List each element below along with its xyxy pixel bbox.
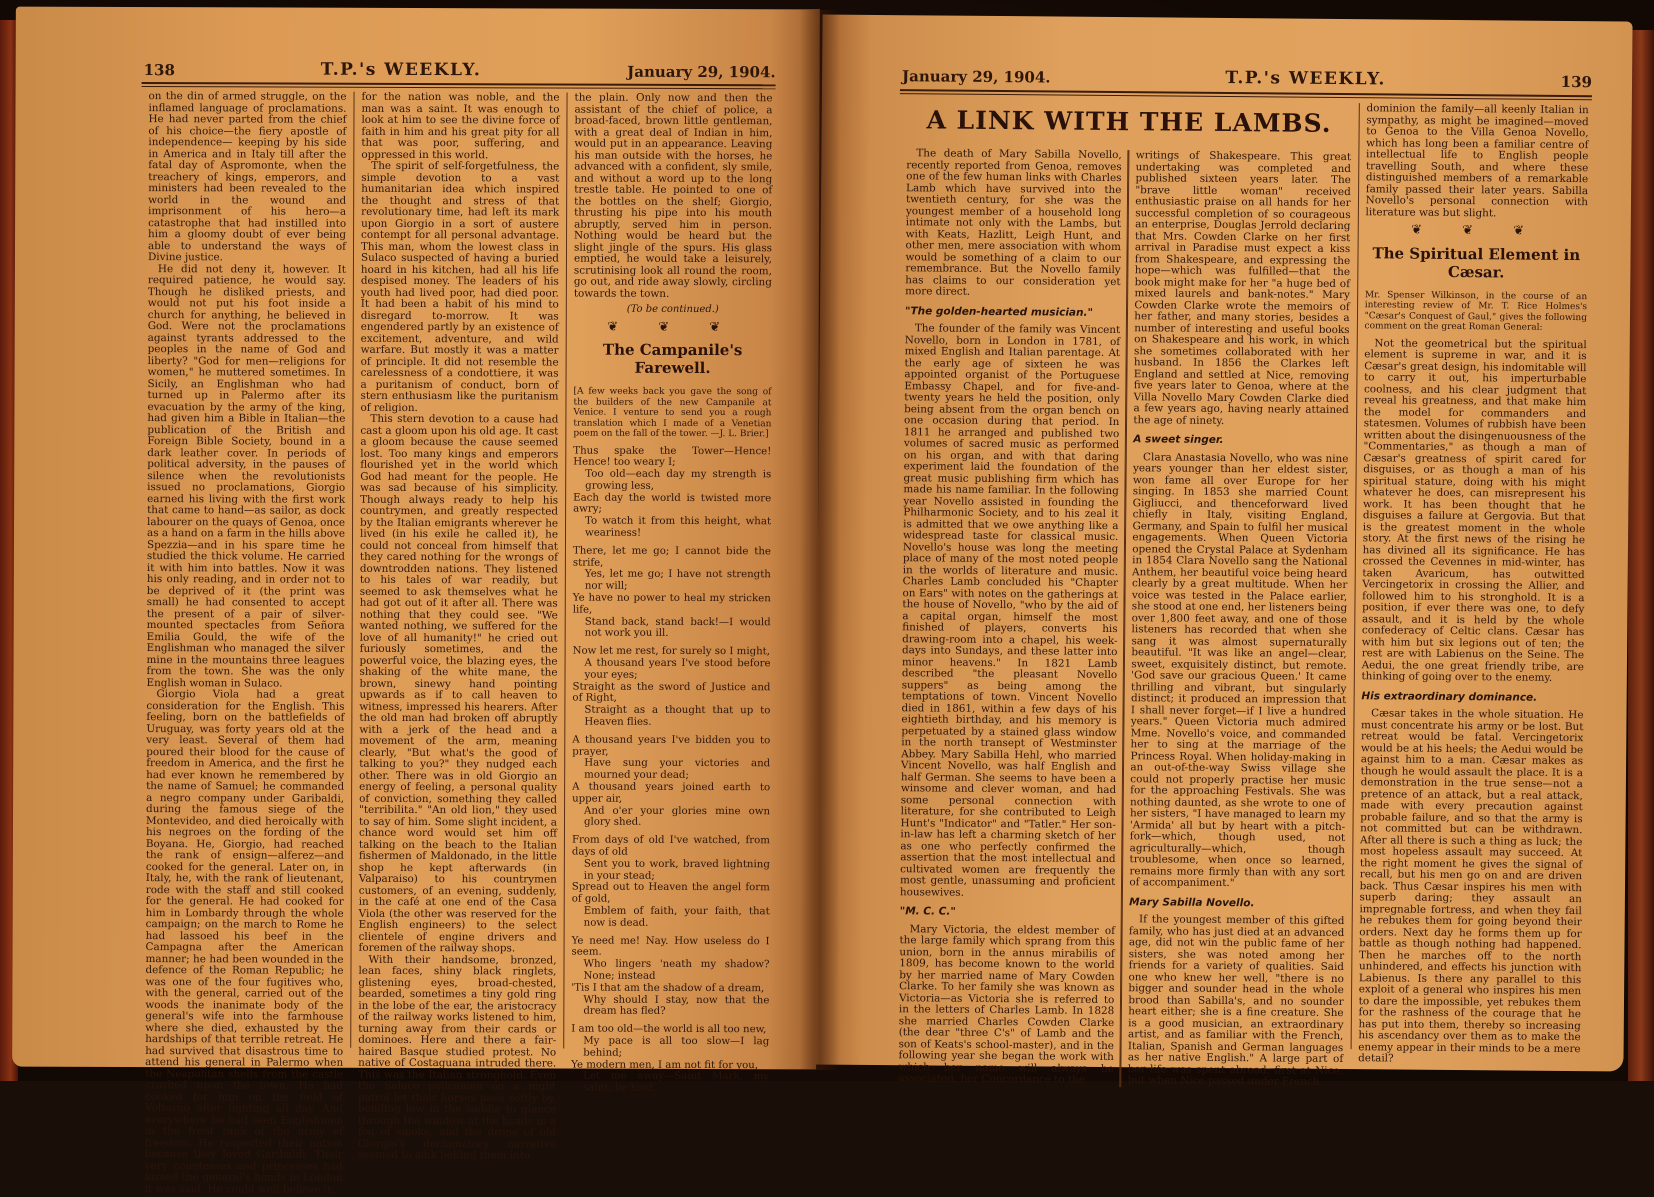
page-number: 139 (1560, 72, 1593, 92)
article-intro: Mr. Spenser Wilkinson, in the course of an interesting review of Mr. T. Rice Holmes's "Cæsar's Conquest of Gaul," gives the following comment on the great Roman General: (1364, 289, 1588, 333)
paragraph: Giorgio Viola had a great consideration for the English. This feeling, born on the battlefields of Uruguay, was forty years old at the very least. Several of them had poured their blood for the cause of freedom in America, and the first he had ever known he remembered by the name of Samuel; he commanded a negro company under Garibaldi, during the famous siege of the Montevideo, and died heroically with his negroes on the fording of the Boyana. He, Giorgio, had reached the rank of ensign—alferez—and cooked for the general. Later on, in Italy, he, with the rank of lieutenant, rode with the staff and still cooked for the general. He had cooked for him in Lombardy through the whole campaign; on the march to Rome he had lassoed his beef in the Campagna after the American manner; he had been wounded in the defence of the Roman Republic; he was one of the four fugitives who, with the general, carried out of the woods the inanimate body of the general's wife into the farmhouse where she died, exhausted by the hardships of that terrible retreat. He had survived that disastrous time to attend his general in Palermo when the Neapolitan shells from the castle crashed upon the town. He had cooked for him on the field of Volturno after fighting all day. And everywhere he had seen Englishmen in the front rank of the army of freedom. He respected their nation because they loved Garibaldi. Their very countesses and princesses had kissed the general's hands in London it was said. He could well believe it; (144, 688, 345, 1196)
verse-line: Ye need me! Nay. How useless do I seem. (571, 935, 770, 959)
paragraph: The founder of the family was Vincent Novello, born in London in 1781, of mixed English and Italian parentage. At the early age of sixteen he was appointed organist of the Portuguese Embassy Chapel, and for five-and-twenty years he held the position, only being absent from the organ bench on one occasion during that period. In 1811 he arranged and published two volumes of sacred music as performed on his organ, and with that daring experiment laid the foundation of the great music publishing firm which has made his name familiar. In the following year Novello assisted in founding the Philharmonic Society, and to his zeal it is admitted that we owe anything like a widespread taste for classical music. Novello's house was long the meeting place of many of the most noted people in the worlds of literature and music. Charles Lamb concluded his "Chapter on Ears" with notes on the gatherings at the house of Novello, "who by the aid of a capital organ, himself the most finished of players, converts his drawing-room into a chapel, his week-days into Sundays, and these latter into minor heavens." In 1821 Lamb described "the pleasant Novello suppers" as being among the temptations of town. Vincent Novello died in 1861, within a few days of his eightieth birthday, and his memory is perpetuated by a stained glass window in the north transept of Westminster Abbey. Mary Sabilla Hehl, who married Vincent Novello, was half English and half German. She seems to have been a winsome and clever woman, and had some personal connection with literature, for she contributed to Leigh Hunt's "Indicator" and "Tatler." Her son-in-law has left a charming sketch of her as one who perfectly confirmed the assertion that the most intellectual and cultivated women are frequently the most gentle, unassuming and proficient housewives. (899, 322, 1121, 899)
left-page (12, 7, 820, 1196)
article-title: The Campanile's Farewell. (602, 340, 743, 378)
article-title: The Spiritual Element in Cæsar. (1372, 243, 1581, 281)
verse-line: Emblem of faith, your faith, that now is dead. (583, 905, 770, 929)
verse-line: Now let me rest, for surely so I might, (572, 645, 771, 658)
right-cover-edge (1628, 30, 1654, 1081)
right-column-3 (1351, 102, 1596, 1065)
lead-article (892, 99, 1360, 1088)
verse-line: Too old—each day my strength is growing less, (585, 468, 772, 492)
verse-line: Spread out to Heaven the angel form of gold, (571, 881, 770, 905)
right-page-header (822, 54, 1632, 91)
verse-line: To watch it from this height, what weariness! (584, 515, 772, 539)
verse-line: I am too old—the world is all too new, (571, 1023, 767, 1036)
verse-line: From days of old I've watched, from days of old (571, 834, 770, 858)
verse-line: Ye have no power to heal my stricken life, (572, 592, 771, 616)
ornament-icon: ❦ ❦ ❦ (1411, 222, 1543, 239)
paragraph: writings of Shakespeare. This great undertaking was completed and published sixteen years later. The "brave little woman" received enthusiastic praise on all hands for her successful completion of so courageous an enterprise, Douglas Jerrold declaring that Mrs. Cowden Clarke on her first arrival in Paradise must expect a kiss from Shakespeare, and expressing the hope—which was fulfilled—that the book might make for her "a huge bed of mixed laurels and bank-notes." Mary Cowden Clarke wrote the memoirs of her father, and many stories, besides a number of interesting and useful books on Shakespeare and his work, in which she sometimes collaborated with her husband. In 1856 the Clarkes left England and settled at Nice, removing five years later to Genoa, where at the Villa Novello Mary Cowden Clarke died a few years ago, having nearly attained the age of ninety. (1133, 149, 1352, 427)
paragraph: Clara Anastasia Novello, who was nine years younger than her eldest sister, won fame all over Europe for her singing. In 1853 she married Count Gigliucci, and thenceforward lived chiefly in Italy, visiting England, Germany, and Spain to fulfil her musical engagements. When Queen Victoria opened the Crystal Palace at Sydenham in 1854 Clara Novello sang the National Anthem, her beautiful voice being heard clearly by a great multitude. When her voice was tested in the Palace earlier, she stood at one end, her listeners being over 1,800 feet away, and one of those listeners has recorded that when she sang it was almost supernaturally beautiful. "It was like an angel—clear, sweet, exquisitely distinct, but remote. 'God save our gracious Queen.' It came thrilling and vibrant, but singularly distinct; it produced an impression that I shall never forget—if I live a hundred years." Queen Victoria much admired Mme. Novello's voice, and commanded her to sing at the marriage of the Princess Royal. When holiday-making in an out-of-the-way Swiss village she could not properly practise her music for the approaching Festivals. She was nothing daunted, as she wrote to one of her sisters, "I have managed to learn my 'Armida' all but by heart with a pitch-fork—which, though used, not agriculturally—which, though troublesome, when once so learned, remains more firmly than with any sort of accompaniment." (1129, 450, 1349, 890)
verse-line: 'Tis I that am the shadow of a dream, (571, 982, 765, 994)
verse-line: Stand back, stand back!—I would not work you ill. (584, 616, 771, 640)
subheading: Mary Sabilla Novello. (1129, 895, 1255, 909)
subheading: His extraordinary dominance. (1361, 689, 1538, 704)
paragraph: on the din of armed struggle, on the inflamed language of proclamations. He had never parted from the chief of his choice—the fiery apostle of independence— keeping by his side in America and in Italy till after the fatal day of Aspromonte, when the treachery of kings, emperors, and ministers had been revealed to the world in the wound and imprisonment of his hero—a catastrophe that had instilled into him a gloomy doubt of ever being able to understand the ways of Divine justice. (147, 90, 347, 264)
left-column-1 (138, 90, 354, 1196)
paragraph: for the nation was noble, and the man was a saint. It was enough to look at him to see the divine force of faith in him and his great pity for all that was poor, suffering, and oppressed in this world. (361, 90, 560, 161)
paragraph: Cæsar takes in the whole situation. He must concentrate his army or be lost. But retreat would be fatal. Vercingetorix would be at his heels; the Aedui would be against him to a man. Cæsar makes as though he would assault the place. It is a demonstration in the true sense—not a pretence of an attack, but a real attack, made with every precaution against probable failure, and so that the army is not committed but can be withdrawn. After all there is such a thing as luck; the most hopeless assault may succeed. At the right moment he gives the signal of recall, but his men go on and are driven back. Thus Cæsar inspires his men with superb daring; they assault an impregnable fortress, and when they fail he rebukes them for going beyond their orders. Next day he forms them up for battle as though nothing had happened. Then he marches off to the north unhindered, and effects his junction with Labienus. Is there any parallel to this exploit of a general who inspires his men to dare the impossible, yet rebukes them for the rashness of the courage that he has put into them, thereby so increasing his ascendancy over them as to make the enemy appear in their minds to be a mere detail? (1358, 707, 1584, 1065)
verse-line: A thousand years joined earth to upper air, (572, 781, 771, 805)
right-column-1 (898, 148, 1129, 1086)
verse-line: There, let me go; I cannot bide the strife, (572, 545, 771, 569)
verse-line: Yes, let me go; I have not strength nor will; (584, 569, 771, 593)
right-columns (892, 99, 1596, 1088)
subheading: A sweet singer. (1133, 433, 1224, 447)
paragraph: the plain. Only now and then the assistant of the chief of police, a broad-faced, brown little gentleman, with a great deal of Indian in him, would put in an appearance. Leaving his man outside with the horses, he advanced with a confident, sly smile, and without a word up to the long trestle table. He pointed to one of the bottles on the shelf; Giorgio, thrusting his pipe into his mouth abruptly, served him in person. Nothing would be heard but the slight jingle of the spurs. His glass emptied, he would take a leisurely, scrutinising look all round the room, go out, and ride away slowly, circling towards the town. (573, 91, 773, 300)
verse-line: A thousand years I've stood before your eyes; (584, 657, 771, 681)
verse-line: My pace is all too slow—I lag behind; (583, 1035, 770, 1059)
issue-date: January 29, 1904. (901, 67, 1051, 87)
left-page-header (16, 49, 820, 82)
article-intro: [A few weeks back you gave the song of the builders of the new Campanile at Venice. I venture to send you a rough translation which I made of a Venetian poem on the fall of the tower. —J. L. Brier.] (573, 386, 772, 440)
paragraph: Mary Victoria, the eldest member of the large family which sprang from this union, born in the annus mirabilis of 1809, has become known to the world by her married name of Mary Cowden Clarke. To her family she was known as Victoria—as Victoria she is referred to in the letters of Charles Lamb. In 1828 she married Charles Cowden Clarke (the dear "three C's" of Lamb and the son of Keats's school-master), and in the following year she began the work with which her name will always be associated, her Concordance to the (898, 922, 1116, 1086)
verse-line: Why should I stay, now that the dream has fled? (583, 994, 770, 1018)
verse-line: Let me away—Saint Mark, my saint, be kind. (583, 1070, 770, 1094)
verse-line: And o'er your glories mine own glory shed. (583, 805, 771, 829)
to-be-continued: (To be continued.) (626, 303, 719, 316)
verse-line: Ye modern men, I am not fit for you, (571, 1059, 759, 1071)
verse-line: Have sung your victories and mourned your dead; (584, 758, 771, 782)
verse-line: Straight as a thought that up to Heaven flies. (584, 704, 771, 728)
paragraph: dominion the family—all keenly Italian in sympathy, as might be imagined—moved to Genoa to the Villa Genoa Novello, which has long been a familiar centre of intellectual life to English people travelling South, and where these distinguished members of a remarkable family passed their later years. Sabilla Novello's personal connection with literature was but slight. (1365, 102, 1589, 219)
paragraph: Not the geometrical but the spiritual element is supreme in war, and it is Cæsar's great design, his indomitable will to carry it out, his imperturbable coolness, and his clear judgment that reveal his greatness, and that make him the model for commanders and statesmen. Volumes of rubbish have been written about the disingenuousness of the "Commentaries," as though a man of Cæsar's greatness of spirit cared for disguises, or as though a man of his spiritual stature, doing with his might whatever he does, can misrepresent his work. It has been thought that he disguises a failure at Gergovia. But that is the greatest moment in the whole story. At the first news of the rising he has divined all its significance. He has crossed the Cevennes in mid-winter, has taken Avaricum, has outwitted Vercingetorix in crossing the Allier, and followed him to his stronghold. It is a position, if ever there was one, to defy assault, and it is held by the whole confederacy of Celtic clans. Cæsar has with him but six legions out of ten; the rest are with Labienus on the Seine. The Aedui, the one great friendly tribe, are thinking of going over to the enemy. (1361, 336, 1587, 684)
paragraph: He did not deny it, however. It required patience, he would say. Though he disliked priests, and would not put his foot inside a church for anything, he believed in God. Were not the proclamations against tyrants addressed to the peoples in the name of God and liberty? "God for men—religions for women," he muttered sometimes. In Sicily, an Englishman who had turned up in Palermo after its evacuation by the army of the king, had given him a Bible in Italian—the publication of the British and Foreign Bible Society, bound in a dark leather cover. In periods of political adversity, in the pauses of silence when the revolutionists issued no proclamations, Giorgio earned his living with the first work that came to hand—as sailor, as dock labourer on the quays of Genoa, once as a hand on a farm in the hills above Spezzia—and in his spare time he studied the thick volume. He carried it with him into battles. Now it was his only reading, and in order not to be deprived of it (the print was small) he had consented to accept the present of a pair of silver-mounted spectacles from Señora Emilia Gould, the wife of the Englishman who managed the silver mine in the mountains three leagues from the town. She was the only English woman in Sulaco. (146, 262, 346, 690)
subheading: "M. C. C." (899, 905, 956, 918)
paragraph: The death of Mary Sabilla Novello, recently reported from Genoa, removes one of the few human links with Charles Lamb which have survived into the twentieth century, for she was the youngest member of a household long intimate not only with the Lambs, but with Keats, Hazlitt, Leigh Hunt, and other men, mere association with whom would be something of a claim to our remembrance. But the Novello family has claims to our consideration yet more direct. (905, 147, 1122, 298)
ornament-icon: ❦ ❦ ❦ (607, 319, 739, 335)
lead-article-title: A LINK WITH THE LAMBS. (926, 105, 1332, 138)
subheading: "The golden-hearted musician." (904, 304, 1094, 319)
left-columns (138, 90, 779, 1196)
publication-title: T.P.'s WEEKLY. (1225, 68, 1386, 90)
lead-article-columns (898, 148, 1351, 1088)
paragraph: The spirit of self-forgetfulness, the simple devotion to a vast humanitarian idea which inspired the thought and stress of that revolutionary time, had left its mark upon Giorgio in a sort of austere contempt for all personal advantage. This man, whom the lowest class in Sulaco suspected of having a buried hoard in his kitchen, had all his life despised money. The leaders of his youth had lived poor, had died poor. It had been a habit of his mind to disregard to-morrow. It was engendered partly by an existence of excitement, adventure, and wild warfare. But mostly it was a matter of principle. It did not resemble the carelessness of a condottiere, it was a puritanism of conduct, born of stern enthusiasm like the puritanism of religion. (360, 159, 560, 414)
right-page (813, 14, 1632, 1088)
verse-line: Who lingers 'neath my shadow? None; instead (583, 958, 770, 982)
verse-line: Sent you to work, braved lightning in your stead; (583, 858, 770, 882)
paragraph: With their handsome, bronzed, lean faces, shiny black ringlets, glistening eyes, broad-chested, bearded, sometimes a tiny gold ring in the lobe of the ear, the aristocracy of the railway works listened to him, turning away from their cards or dominoes. Here and there a fair-haired Basque studied protest. No native of Costaguana intruded there. This was the Italian stronghold. Even the Sulaco policemen on a night patrol let their horses pace softly by, bending low in the saddle to glance through the window at the heads in a fog of smoke; and the drone of old Giorgio's declamatory narrative seemed to sink behind them into (357, 953, 557, 1162)
page-number: 138 (143, 61, 175, 80)
paragraph: If the youngest member of this gifted family, who has just died at an advanced age, did not win the public fame of her sisters, she was noted among her friends for a variety of qualities. Said one who knew her well, "there is no bigger and sounder head in the whole brood than Sabilla's, and no sounder heart either; she is a fine creature. She is a good musician, an extraordinary artist, and as familiar with the French, Italian, Spanish and German languages as her native English." A large part of her life was spent abroad, first at Nice; but when Nice passed under French (1127, 913, 1345, 1088)
poem (571, 445, 771, 1095)
publication-title: T.P.'s WEEKLY. (320, 59, 482, 81)
verse-line: Each day the world is twisted more awry; (573, 492, 772, 516)
verse-line: A thousand years I've bidden you to prayer, (572, 734, 771, 758)
left-column-3 (564, 91, 779, 1094)
right-column-2 (1121, 150, 1352, 1088)
issue-date: January 29, 1904. (627, 62, 776, 82)
header-rule-thin (142, 86, 776, 89)
verse-line: Straight as the sword of Justice and of Right, (572, 681, 771, 705)
paragraph: This stern devotion to a cause had cast a gloom upon his old age. It cast a gloom because the cause seemed lost. Too many kings and emperors flourished yet in the world which God had meant for the people. He was sad because of his simplicity. Though always ready to help his countrymen, and greatly respected by the Italian emigrants wherever he lived (in his exile he called it), he could not conceal from himself that they cared nothing for the wrongs of downtrodden nations. They listened to his tales of war readily, but seemed to ask themselves what he had got out of it after all. There was nothing that they could see. "We wanted nothing, we suffered for the love of all humanity!" he cried out furiously sometimes, and the powerful voice, the blazing eyes, the shaking of the white mane, the brown, sinewy hand pointing upwards as if to call heaven to witness, impressed his hearers. After the old man had broken off abruptly with a jerk of the head and a movement of the arm, meaning clearly, "But what's the good of talking to you?" they nudged each other. There was in old Giorgio an energy of feeling, a personal quality of conviction, something they called "terribilita." "An old lion," they used to say of him. Some slight incident, a chance word would set him off talking on the beach to the Italian fishermen of Maldonado, in the little shop he kept afterwards (in Valparaiso) to his countrymen customers, of an evening, suddenly, in the café at one end of the Casa Viola (the other was reserved for the English engineers) to the select clientele of engine drivers and foremen of the railway shops. (358, 412, 559, 955)
verse-line: Thus spake the Tower—Hence! Hence! too weary I; (573, 445, 772, 469)
left-column-2 (351, 90, 567, 1162)
